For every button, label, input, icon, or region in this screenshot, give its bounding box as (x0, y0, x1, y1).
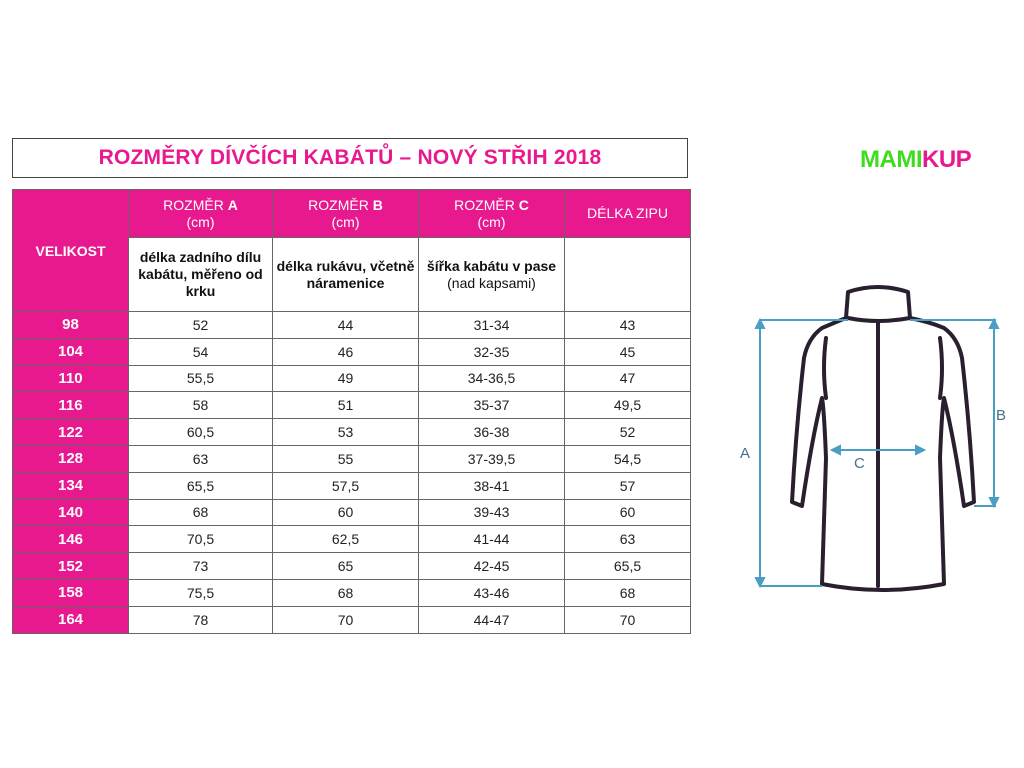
column-desc-zip (565, 238, 691, 312)
table-row (13, 312, 691, 339)
value-cell: 43-46 (419, 579, 565, 606)
column-header-c: ROZMĚR C (cm) (419, 190, 565, 238)
value-cell: 65 (273, 553, 419, 580)
value-cell: 54 (129, 338, 273, 365)
value-cell: 73 (129, 553, 273, 580)
value-cell: 68 (129, 499, 273, 526)
value-cell: 60 (565, 499, 691, 526)
value-cell: 68 (273, 579, 419, 606)
brand-logo (860, 146, 971, 174)
value-cell: 75,5 (129, 579, 273, 606)
value-cell: 39-43 (419, 499, 565, 526)
value-cell: 46 (273, 338, 419, 365)
value-cell: 62,5 (273, 526, 419, 553)
size-cell: 122 (13, 419, 129, 446)
table-row (13, 472, 691, 499)
value-cell: 53 (273, 419, 419, 446)
size-cell: 116 (13, 392, 129, 419)
logo-part-kup: KUP (921, 146, 972, 173)
value-cell: 38-41 (419, 472, 565, 499)
logo-part-mami: MAMI (860, 146, 922, 173)
value-cell: 60 (273, 499, 419, 526)
value-cell: 36-38 (419, 419, 565, 446)
value-cell: 68 (565, 579, 691, 606)
value-cell: 52 (129, 312, 273, 339)
value-cell: 70 (273, 606, 419, 633)
size-cell: 110 (13, 365, 129, 392)
value-cell: 63 (565, 526, 691, 553)
table-row (13, 606, 691, 633)
column-desc-b: délka rukávu, včetně náramenice (273, 238, 419, 312)
value-cell: 65,5 (565, 553, 691, 580)
table-row (13, 338, 691, 365)
size-cell: 128 (13, 445, 129, 472)
value-cell: 78 (129, 606, 273, 633)
value-cell: 49 (273, 365, 419, 392)
table-row (13, 365, 691, 392)
value-cell: 57 (565, 472, 691, 499)
table-row (13, 419, 691, 446)
value-cell: 49,5 (565, 392, 691, 419)
value-cell: 51 (273, 392, 419, 419)
value-cell: 44-47 (419, 606, 565, 633)
value-cell: 44 (273, 312, 419, 339)
dimension-label-b: B (996, 407, 1007, 424)
value-cell: 34-36,5 (419, 365, 565, 392)
size-cell: 158 (13, 579, 129, 606)
table-row (13, 579, 691, 606)
page-title-text: ROZMĚRY DÍVČÍCH KABÁTŮ – NOVÝ STŘIH 2018 (98, 146, 602, 169)
value-cell: 58 (129, 392, 273, 419)
value-cell: 70,5 (129, 526, 273, 553)
size-table (12, 189, 691, 634)
value-cell: 31-34 (419, 312, 565, 339)
table-row (13, 499, 691, 526)
column-header-zip: DÉLKA ZIPU (565, 190, 691, 238)
column-desc-a: délka zadního dílu kabátu, měřeno od krku (129, 238, 273, 312)
value-cell: 41-44 (419, 526, 565, 553)
table-row (13, 553, 691, 580)
size-cell: 140 (13, 499, 129, 526)
size-cell: 104 (13, 338, 129, 365)
value-cell: 57,5 (273, 472, 419, 499)
size-cell: 146 (13, 526, 129, 553)
table-row (13, 526, 691, 553)
value-cell: 55,5 (129, 365, 273, 392)
coat-outline (792, 287, 974, 590)
value-cell: 70 (565, 606, 691, 633)
size-cell: 98 (13, 312, 129, 339)
value-cell: 45 (565, 338, 691, 365)
value-cell: 43 (565, 312, 691, 339)
value-cell: 47 (565, 365, 691, 392)
page-title (12, 138, 688, 178)
size-cell: 134 (13, 472, 129, 499)
size-cell: 152 (13, 553, 129, 580)
value-cell: 35-37 (419, 392, 565, 419)
value-cell: 52 (565, 419, 691, 446)
value-cell: 37-39,5 (419, 445, 565, 472)
column-desc-c: šířka kabátu v pase (nad kapsami) (419, 238, 565, 312)
table-row (13, 445, 691, 472)
column-header-b: ROZMĚR B (cm) (273, 190, 419, 238)
dimension-label-a: A (740, 445, 751, 462)
value-cell: 54,5 (565, 445, 691, 472)
value-cell: 55 (273, 445, 419, 472)
table-row (13, 392, 691, 419)
size-column-header: VELIKOST (13, 190, 129, 312)
value-cell: 32-35 (419, 338, 565, 365)
column-header-a: ROZMĚR A (cm) (129, 190, 273, 238)
dimension-label-c: C (854, 455, 865, 472)
value-cell: 60,5 (129, 419, 273, 446)
value-cell: 42-45 (419, 553, 565, 580)
size-cell: 164 (13, 606, 129, 633)
value-cell: 63 (129, 445, 273, 472)
value-cell: 65,5 (129, 472, 273, 499)
coat-diagram (730, 278, 1020, 608)
